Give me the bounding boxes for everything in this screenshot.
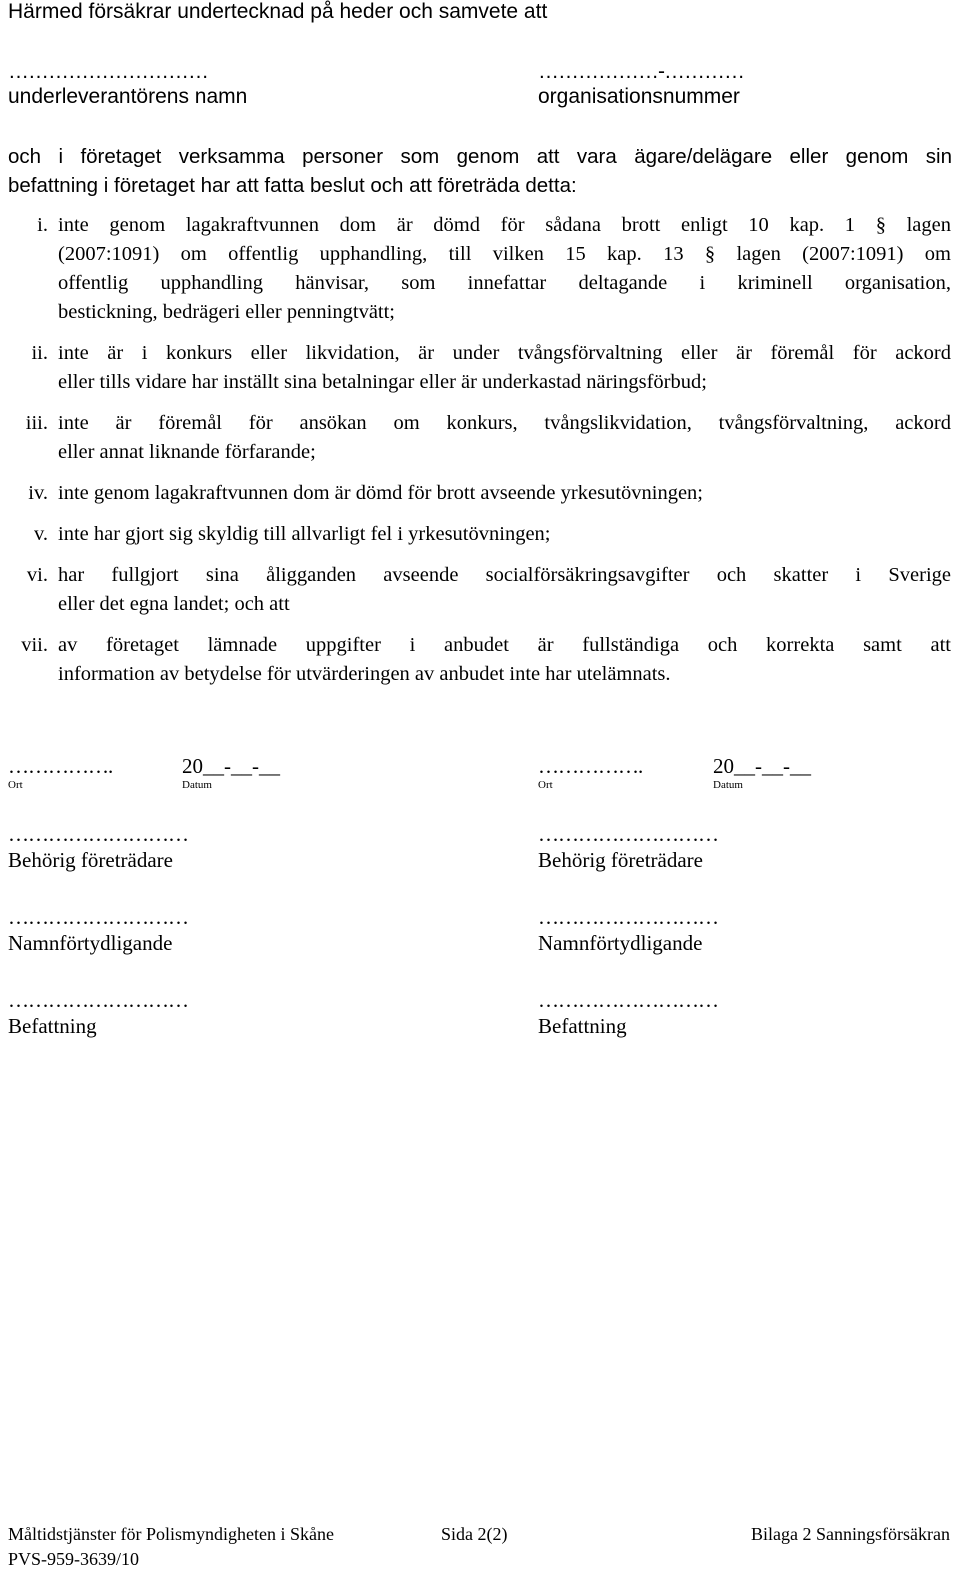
representative-label-right: Behörig företrädare	[538, 848, 703, 872]
signature-line-right: ………………………	[538, 822, 718, 846]
title-line-right: ………………………	[538, 988, 718, 1012]
list-item-text: (2007:1091) om offentlig upphandling, till vilken 15 kap. 13 § lagen (2007:1091) om	[58, 243, 951, 265]
date-field-left: 20__-__-__	[182, 754, 280, 778]
date-label-right: Datum	[713, 779, 743, 791]
intro-paragraph	[8, 142, 952, 200]
list-item-text: inte är föremål för ansökan om konkurs, tvångslikvidation, tvångsförvaltning, ackord	[58, 412, 951, 434]
list-item-text: eller annat liknande förfarande;	[58, 441, 316, 463]
name-label-right: Namnförtydligande	[538, 931, 703, 955]
list-item-text: inte genom lagakraftvunnen dom är dömd för sådana brott enligt 10 kap. 1 § lagen	[58, 214, 951, 236]
page-title: Härmed försäkrar undertecknad på heder och samvete att	[8, 0, 548, 23]
list-item-text: inte är i konkurs eller likvidation, är under tvångsförvaltning eller är föremål för ackord	[58, 342, 951, 364]
title-label-left: Befattning	[8, 1014, 97, 1038]
name-line-right: ………………………	[538, 905, 718, 929]
list-item-text: bestickning, bedrägeri eller penningtvätt;	[58, 301, 395, 323]
subcontractor-name-label: underleverantörens namn	[8, 85, 248, 108]
intro-line: befattning i företaget har att fatta beslut och att företräda detta:	[8, 174, 577, 197]
title-line-left: ………………………	[8, 988, 188, 1012]
list-item-text: offentlig upphandling hänvisar, som innefattar deltagande i kriminell organisation,	[58, 272, 951, 294]
representative-label-left: Behörig företrädare	[8, 848, 173, 872]
orgnr-line: ………………-…………	[538, 60, 744, 83]
list-item-text: eller det egna landet; och att	[58, 593, 290, 615]
place-line-right: …………….	[538, 754, 643, 778]
date-field-right: 20__-__-__	[713, 754, 811, 778]
list-item-number: v.	[33, 523, 48, 545]
title-label-right: Befattning	[538, 1014, 627, 1038]
list-item-number: vi.	[26, 564, 48, 586]
place-label-left: Ort	[8, 779, 23, 791]
subcontractor-name-line: …………………………	[8, 60, 208, 83]
list-item-number: vii.	[21, 634, 48, 656]
footer-page-number: Sida 2(2)	[441, 1524, 508, 1544]
list-item-number: i.	[37, 214, 48, 236]
orgnr-label: organisationsnummer	[538, 85, 740, 108]
list-item-text: inte har gjort sig skyldig till allvarligt fel i yrkesutövningen;	[58, 523, 551, 545]
name-label-left: Namnförtydligande	[8, 931, 173, 955]
footer-reference: PVS-959-3639/10	[8, 1549, 140, 1569]
date-label-left: Datum	[182, 779, 212, 791]
list-item-text: har fullgjort sina åligganden avseende socialförsäkringsavgifter och skatter i Sverige	[58, 564, 951, 586]
list-item-text: inte genom lagakraftvunnen dom är dömd för brott avseende yrkesutövningen;	[58, 482, 703, 504]
footer-left-text: Måltidstjänster för Polismyndigheten i Skåne	[8, 1524, 334, 1544]
list-item-number: iii.	[25, 412, 48, 434]
list-item-number: ii.	[31, 342, 48, 364]
list-item-number: iv.	[28, 482, 48, 504]
signature-line-left: ………………………	[8, 822, 188, 846]
intro-line: och i företaget verksamma personer som genom att vara ägare/delägare eller genom sin	[8, 145, 952, 168]
name-line-left: ………………………	[8, 905, 188, 929]
list-item-text: information av betydelse för utvärderingen av anbudet inte har utelämnats.	[58, 663, 671, 685]
footer-right-text: Bilaga 2 Sanningsförsäkran	[751, 1524, 950, 1544]
place-line-left: …………….	[8, 754, 113, 778]
place-label-right: Ort	[538, 779, 553, 791]
list-item-text: eller tills vidare har inställt sina betalningar eller är underkastad näringsförbud;	[58, 371, 707, 393]
list-item-text: av företaget lämnade uppgifter i anbudet är fullständiga och korrekta samt att	[58, 634, 951, 656]
